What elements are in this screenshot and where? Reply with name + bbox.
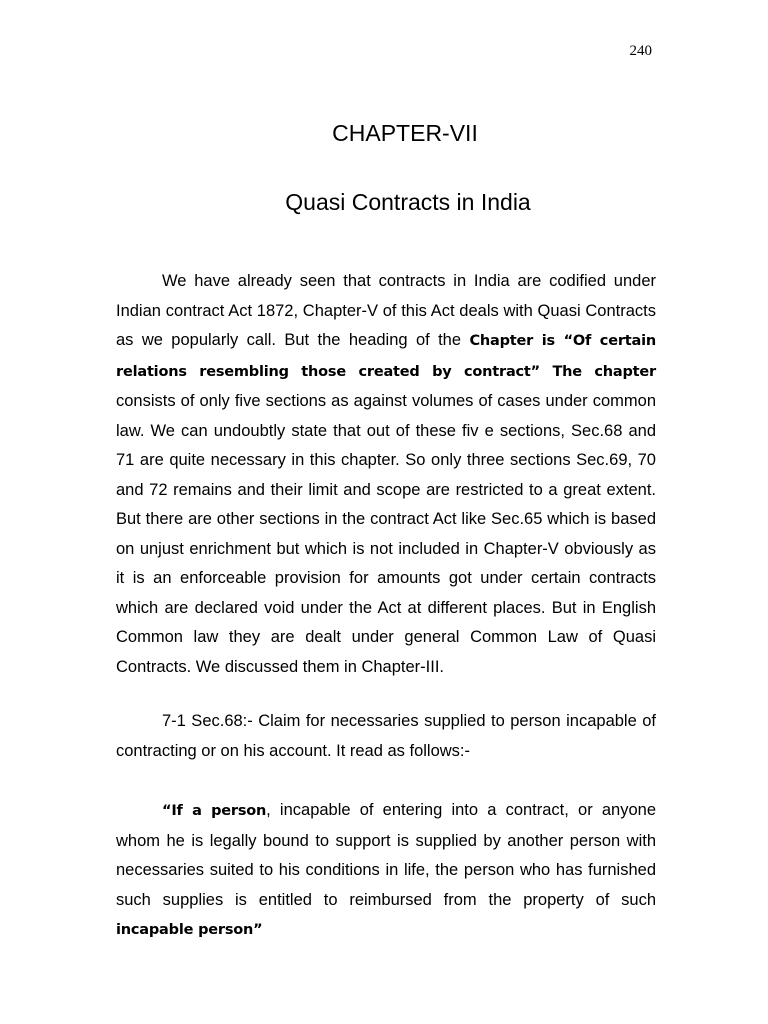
section-68-quote-paragraph — [116, 796, 656, 946]
section-68-heading-paragraph — [116, 707, 656, 766]
chapter-heading: CHAPTER-VII — [332, 120, 478, 146]
paragraph-text: consists of only five sections as against volumes of cases under common law. We can undoubtly state that out of these fiv e sections, Sec.68 and 71 are quite necessary in this chapter. So only three sections Sec.69, 70 and 72 remains and their limit and scope are restricted to a great extent. But there are other sections in the contract Act like Sec.65 which is based on unjust enrichment but which is not included in Chapter-V obviously as it is an enforceable provision for amounts got under certain contracts which are declared void under the Act at different places. But in English Common law they are dealt under general Common Law of Quasi Contracts. We discussed them in Chapter-III. — [116, 392, 656, 676]
chapter-heading-quote: Chapter is “Of certain relations resembling those created by contract” The chapter — [116, 333, 656, 380]
quote-start: “If a person — [162, 803, 267, 819]
page-number: 240 — [629, 43, 652, 59]
paragraph-text: 7-1 Sec.68:- Claim for necessaries supplied to person incapable of contracting or on his account. It read as follows:- — [116, 712, 656, 760]
quote-end: incapable person” — [116, 922, 263, 938]
chapter-title: Quasi Contracts in India — [285, 189, 531, 215]
paragraph-text: We have already seen that contracts in India are codified under Indian contract Act 1872, Chapter-V of this Act deals with Quasi Contracts as we popularly call. But the heading of the — [116, 272, 656, 349]
paragraph-text: , incapable of entering into a contract, or anyone whom he is legally bound to support is supplied by another person with necessaries suited to his conditions in life, the person who has furnished such supplies is entitled to reimbursed from the property of such — [116, 801, 656, 909]
body-paragraph-intro — [116, 267, 656, 682]
